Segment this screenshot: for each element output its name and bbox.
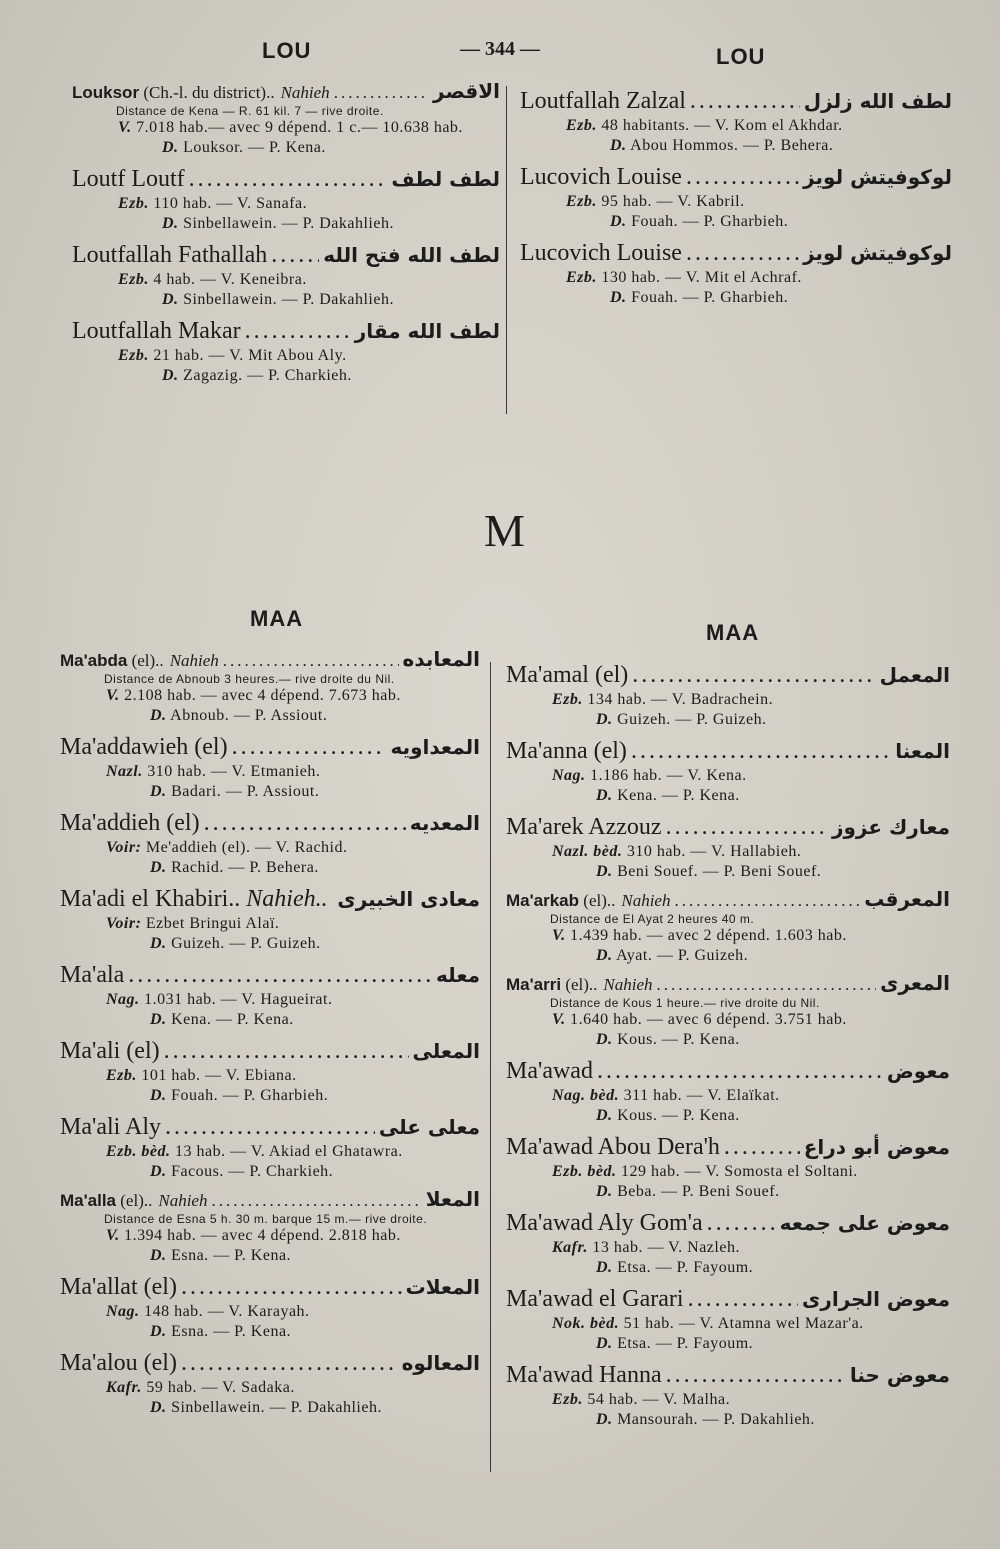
entry-heading xyxy=(60,960,480,990)
gazetteer-entry xyxy=(506,1360,950,1430)
leader-dots xyxy=(204,808,406,838)
population-line: Nazl. bèd. 310 hab. — V. Hallabieh. xyxy=(552,843,802,860)
leader-dots xyxy=(164,1036,409,1066)
district-line: D. Beni Souef. — P. Beni Souef. xyxy=(596,863,822,880)
gazetteer-entry xyxy=(60,1348,480,1418)
place-name: Ma'awad Aly Gom'a xyxy=(506,1210,703,1236)
arabic-name: لوكوفيتش لويز xyxy=(803,241,952,265)
population-line: Ezb. bèd. 129 hab. — V. Somosta el Soltani. xyxy=(552,1163,858,1180)
place-name: Loutfallah Zalzal xyxy=(520,88,686,114)
leader-dots xyxy=(707,1208,776,1238)
gazetteer-entry xyxy=(60,1112,480,1182)
district-line: D. Ayat. — P. Guizeh. xyxy=(596,947,749,964)
arabic-name: لطف الله فتح الله xyxy=(323,243,500,267)
district-line: D. Guizeh. — P. Guizeh. xyxy=(150,935,321,952)
place-name: Louksor (Ch.-l. du district).. xyxy=(72,83,275,102)
district-line: D. Fouah. — P. Gharbieh. xyxy=(610,213,789,230)
population-line: Nag. 1.186 hab. — V. Kena. xyxy=(552,767,747,784)
population-line: V. 7.018 hab.— avec 9 dépend. 1 c.— 10.638 hab. xyxy=(118,119,463,136)
entry-heading xyxy=(520,162,952,192)
gazetteer-entry xyxy=(520,162,952,232)
district-line: D. Kous. — P. Kena. xyxy=(596,1031,740,1048)
population-line: Nok. bèd. 51 hab. — V. Atamna wel Mazar'a. xyxy=(552,1315,864,1332)
population-line: Ezb. 54 hab. — V. Malha. xyxy=(552,1391,731,1408)
population-line: Ezb. 130 hab. — V. Mit el Achraf. xyxy=(566,269,802,286)
population-line: Ezb. bèd. 13 hab. — V. Akiad el Ghatawra. xyxy=(106,1143,403,1160)
distance-note: Distance de Esna 5 h. 30 m. barque 15 m.— rive droite. xyxy=(104,1212,428,1226)
entry-heading xyxy=(506,972,950,996)
top-left-column xyxy=(72,80,500,392)
population-line: Ezb. 110 hab. — V. Sanafa. xyxy=(118,195,308,212)
population-line: Nazl. 310 hab. — V. Etmanieh. xyxy=(106,763,321,780)
section-heading-left: MAA xyxy=(250,606,304,631)
leader-dots xyxy=(674,890,860,912)
arabic-name: معادى الخبيرى xyxy=(337,887,480,911)
gazetteer-entry xyxy=(506,1208,950,1278)
page-number: — 344 — xyxy=(460,38,540,60)
distance-note: Distance de Kena — R. 61 kil. 7 — rive droite. xyxy=(116,104,384,118)
gazetteer-entry xyxy=(506,660,950,730)
entry-heading xyxy=(520,86,952,116)
entry-heading xyxy=(506,1132,950,1162)
place-name: Ma'adi el Khabiri.. xyxy=(60,886,241,912)
entry-heading xyxy=(60,1188,480,1212)
place-name: Ma'ala xyxy=(60,962,125,988)
section-heading-right: MAA xyxy=(706,620,760,645)
population-line: V. 2.108 hab. — avec 4 dépend. 7.673 hab. xyxy=(106,687,401,704)
place-name: Ma'ali Aly xyxy=(60,1114,161,1140)
arabic-name: المعابده xyxy=(402,648,480,671)
place-name: Ma'awad Hanna xyxy=(506,1362,662,1388)
district-line: D. Sinbellawein. — P. Dakahlieh. xyxy=(162,291,394,308)
district-line: D. Rachid. — P. Behera. xyxy=(150,859,319,876)
place-qualifier: Nahieh xyxy=(621,891,671,910)
top-right-column xyxy=(520,86,952,314)
arabic-name: المعلات xyxy=(405,1275,480,1299)
leader-dots xyxy=(181,1348,398,1378)
leader-dots xyxy=(334,82,429,104)
population-line: Voir: Ezbet Bringui Alaï. xyxy=(106,915,280,932)
entry-heading xyxy=(60,1112,480,1142)
entry-heading xyxy=(60,1348,480,1378)
district-line: D. Fouah. — P. Gharbieh. xyxy=(150,1087,329,1104)
place-name: Ma'anna (el) xyxy=(506,738,627,764)
entry-heading xyxy=(60,732,480,762)
entry-heading xyxy=(72,316,500,346)
entry-heading xyxy=(506,736,950,766)
leader-dots xyxy=(128,960,432,990)
district-line: D. Esna. — P. Kena. xyxy=(150,1247,292,1264)
distance-note: Distance de Abnoub 3 heures.— rive droite du Nil. xyxy=(104,672,395,686)
running-head-right: LOU xyxy=(716,44,766,69)
entry-heading xyxy=(60,808,480,838)
entry-heading xyxy=(72,240,500,270)
arabic-name: المعنا xyxy=(895,739,950,763)
gazetteer-entry xyxy=(506,1056,950,1126)
district-line: D. Esna. — P. Kena. xyxy=(150,1323,292,1340)
leader-dots xyxy=(631,736,891,766)
arabic-name: المعرى xyxy=(880,972,950,995)
population-line: V. 1.439 hab. — avec 2 dépend. 1.603 hab. xyxy=(552,927,847,944)
arabic-name: الاقصر xyxy=(433,80,500,103)
arabic-name: لوكوفيتش لويز xyxy=(803,165,952,189)
district-line: D. Kena. — P. Kena. xyxy=(596,787,740,804)
arabic-name: المعداويه xyxy=(390,735,480,759)
arabic-name: المعديه xyxy=(409,811,480,835)
leader-dots xyxy=(245,316,351,346)
gazetteer-entry xyxy=(60,1036,480,1106)
arabic-name: معله xyxy=(436,963,480,987)
arabic-name: معوض الجرارى xyxy=(802,1287,950,1311)
entry-heading xyxy=(506,888,950,912)
leader-dots xyxy=(211,1190,421,1212)
gazetteer-entry xyxy=(520,238,952,308)
bottom-right-column xyxy=(506,660,950,1436)
column-divider-bottom xyxy=(490,662,491,1472)
distance-note: Distance de Kous 1 heure.— rive droite du Nil. xyxy=(550,996,820,1010)
arabic-name: المعرقب xyxy=(864,888,950,911)
population-line: Ezb. 95 hab. — V. Kabril. xyxy=(566,193,745,210)
distance-note: Distance de El Ayat 2 heures 40 m. xyxy=(550,912,755,926)
district-line: D. Guizeh. — P. Guizeh. xyxy=(596,711,767,728)
gazetteer-entry xyxy=(60,648,480,726)
place-name: Lucovich Louise xyxy=(520,240,682,266)
leader-dots xyxy=(686,162,799,192)
gazetteer-entry xyxy=(60,884,480,954)
place-qualifier: Nahieh xyxy=(280,83,330,102)
gazetteer-entry xyxy=(60,808,480,878)
place-name: Ma'alla (el).. xyxy=(60,1191,153,1210)
gazetteer-entry xyxy=(506,812,950,882)
place-name: Ma'abda (el).. xyxy=(60,651,164,670)
place-name: Ma'addawieh (el) xyxy=(60,734,228,760)
place-name: Ma'arri (el).. xyxy=(506,975,598,994)
gazetteer-entry xyxy=(506,736,950,806)
district-line: D. Sinbellawein. — P. Dakahlieh. xyxy=(150,1399,382,1416)
place-name: Ma'awad Abou Dera'h xyxy=(506,1134,720,1160)
entry-heading xyxy=(60,1272,480,1302)
district-line: D. Mansourah. — P. Dakahlieh. xyxy=(596,1411,815,1428)
entry-heading xyxy=(72,164,500,194)
gazetteer-entry xyxy=(520,86,952,156)
place-name: Ma'arkab (el).. xyxy=(506,891,616,910)
population-line: Ezb. 134 hab. — V. Badrachein. xyxy=(552,691,774,708)
running-head-left: LOU xyxy=(262,38,312,63)
gazetteer-entry xyxy=(72,80,500,158)
entry-heading xyxy=(60,648,480,672)
place-name: Ma'awad el Garari xyxy=(506,1286,684,1312)
arabic-name: لطف الله مقار xyxy=(354,319,500,343)
district-line: D. Kous. — P. Kena. xyxy=(596,1107,740,1124)
arabic-name: معوض حنا xyxy=(849,1363,950,1387)
leader-dots xyxy=(657,974,877,996)
entry-heading xyxy=(506,1056,950,1086)
gazetteer-entry xyxy=(60,1188,480,1266)
gazetteer-entry xyxy=(506,1284,950,1354)
district-line: D. Kena. — P. Kena. xyxy=(150,1011,294,1028)
section-letter: M xyxy=(484,505,525,556)
leader-dots xyxy=(181,1272,402,1302)
leader-dots xyxy=(666,812,828,842)
place-qualifier: Nahieh xyxy=(603,975,653,994)
arabic-name: المعمل xyxy=(879,663,950,687)
population-line: Ezb. 101 hab. — V. Ebiana. xyxy=(106,1067,297,1084)
leader-dots xyxy=(332,884,334,914)
district-line: D. Fouah. — P. Gharbieh. xyxy=(610,289,789,306)
district-line: D. Etsa. — P. Fayoum. xyxy=(596,1335,754,1352)
gazetteer-entry xyxy=(60,1272,480,1342)
place-name: Ma'amal (el) xyxy=(506,662,629,688)
arabic-name: معوض xyxy=(886,1059,950,1083)
place-name: Loutf Loutf xyxy=(72,166,185,192)
district-line: D. Etsa. — P. Fayoum. xyxy=(596,1259,754,1276)
leader-dots xyxy=(223,650,399,672)
gazetteer-entry xyxy=(72,240,500,310)
place-qualifier: Nahieh xyxy=(158,1191,208,1210)
population-line: Nag. 148 hab. — V. Karayah. xyxy=(106,1303,310,1320)
arabic-name: معوض أبو دراع xyxy=(803,1135,950,1159)
entry-heading xyxy=(72,80,500,104)
arabic-name: لطف لطف xyxy=(391,167,500,191)
entry-heading xyxy=(506,1208,950,1238)
district-line: D. Abnoub. — P. Assiout. xyxy=(150,707,328,724)
leader-dots xyxy=(632,660,875,690)
district-line: D. Beba. — P. Beni Souef. xyxy=(596,1183,780,1200)
entry-heading xyxy=(60,1036,480,1066)
population-line: Nag. bèd. 311 hab. — V. Elaïkat. xyxy=(552,1087,780,1104)
entry-heading xyxy=(60,884,480,914)
leader-dots xyxy=(688,1284,798,1314)
entry-heading xyxy=(506,1284,950,1314)
gazetteer-entry xyxy=(506,972,950,1050)
leader-dots xyxy=(232,732,387,762)
leader-dots xyxy=(724,1132,800,1162)
population-line: V. 1.394 hab. — avec 4 dépend. 2.818 hab. xyxy=(106,1227,401,1244)
bottom-left-column xyxy=(60,648,480,1424)
gazetteer-entry xyxy=(60,960,480,1030)
arabic-name: لطف الله زلزل xyxy=(803,89,952,113)
column-divider-top xyxy=(506,86,507,414)
leader-dots xyxy=(189,164,388,194)
arabic-name: المعالوه xyxy=(401,1351,480,1375)
gazetteer-entry xyxy=(506,888,950,966)
leader-dots xyxy=(597,1056,883,1086)
district-line: D. Abou Hommos. — P. Behera. xyxy=(610,137,834,154)
district-line: D. Badari. — P. Assiout. xyxy=(150,783,320,800)
district-line: D. Sinbellawein. — P. Dakahlieh. xyxy=(162,215,394,232)
district-line: D. Louksor. — P. Kena. xyxy=(162,139,326,156)
entry-heading xyxy=(506,812,950,842)
arabic-name: معوض على جمعه xyxy=(779,1211,950,1235)
entry-heading xyxy=(520,238,952,268)
population-line: Kafr. 13 hab. — V. Nazleh. xyxy=(552,1239,740,1256)
gazetteer-entry xyxy=(60,732,480,802)
leader-dots xyxy=(165,1112,375,1142)
gazetteer-entry xyxy=(72,164,500,234)
arabic-name: المعلا xyxy=(425,1188,480,1211)
population-line: Voir: Me'addieh (el). — V. Rachid. xyxy=(106,839,348,856)
entry-heading xyxy=(506,660,950,690)
population-line: Ezb. 21 hab. — V. Mit Abou Aly. xyxy=(118,347,347,364)
place-qualifier: Nahieh.. xyxy=(246,886,328,912)
arabic-name: المعلى xyxy=(412,1039,480,1063)
place-name: Ma'ali (el) xyxy=(60,1038,160,1064)
arabic-name: معارك عزوز xyxy=(831,815,950,839)
leader-dots xyxy=(271,240,319,270)
place-name: Ma'arek Azzouz xyxy=(506,814,662,840)
place-name: Ma'awad xyxy=(506,1058,593,1084)
entry-heading xyxy=(506,1360,950,1390)
population-line: V. 1.640 hab. — avec 6 dépend. 3.751 hab. xyxy=(552,1011,847,1028)
place-name: Lucovich Louise xyxy=(520,164,682,190)
leader-dots xyxy=(666,1360,846,1390)
population-line: Ezb. 48 habitants. — V. Kom el Akhdar. xyxy=(566,117,843,134)
place-name: Loutfallah Fathallah xyxy=(72,242,268,268)
leader-dots xyxy=(686,238,799,268)
gazetteer-entry xyxy=(72,316,500,386)
population-line: Nag. 1.031 hab. — V. Hagueirat. xyxy=(106,991,333,1008)
place-name: Ma'addieh (el) xyxy=(60,810,200,836)
gazetteer-entry xyxy=(506,1132,950,1202)
population-line: Ezb. 4 hab. — V. Keneibra. xyxy=(118,271,307,288)
place-name: Loutfallah Makar xyxy=(72,318,241,344)
district-line: D. Facous. — P. Charkieh. xyxy=(150,1163,334,1180)
leader-dots xyxy=(690,86,800,116)
place-qualifier: Nahieh xyxy=(169,651,219,670)
place-name: Ma'allat (el) xyxy=(60,1274,177,1300)
district-line: D. Zagazig. — P. Charkieh. xyxy=(162,367,352,384)
place-name: Ma'alou (el) xyxy=(60,1350,177,1376)
arabic-name: معلى على xyxy=(378,1115,480,1139)
population-line: Kafr. 59 hab. — V. Sadaka. xyxy=(106,1379,295,1396)
